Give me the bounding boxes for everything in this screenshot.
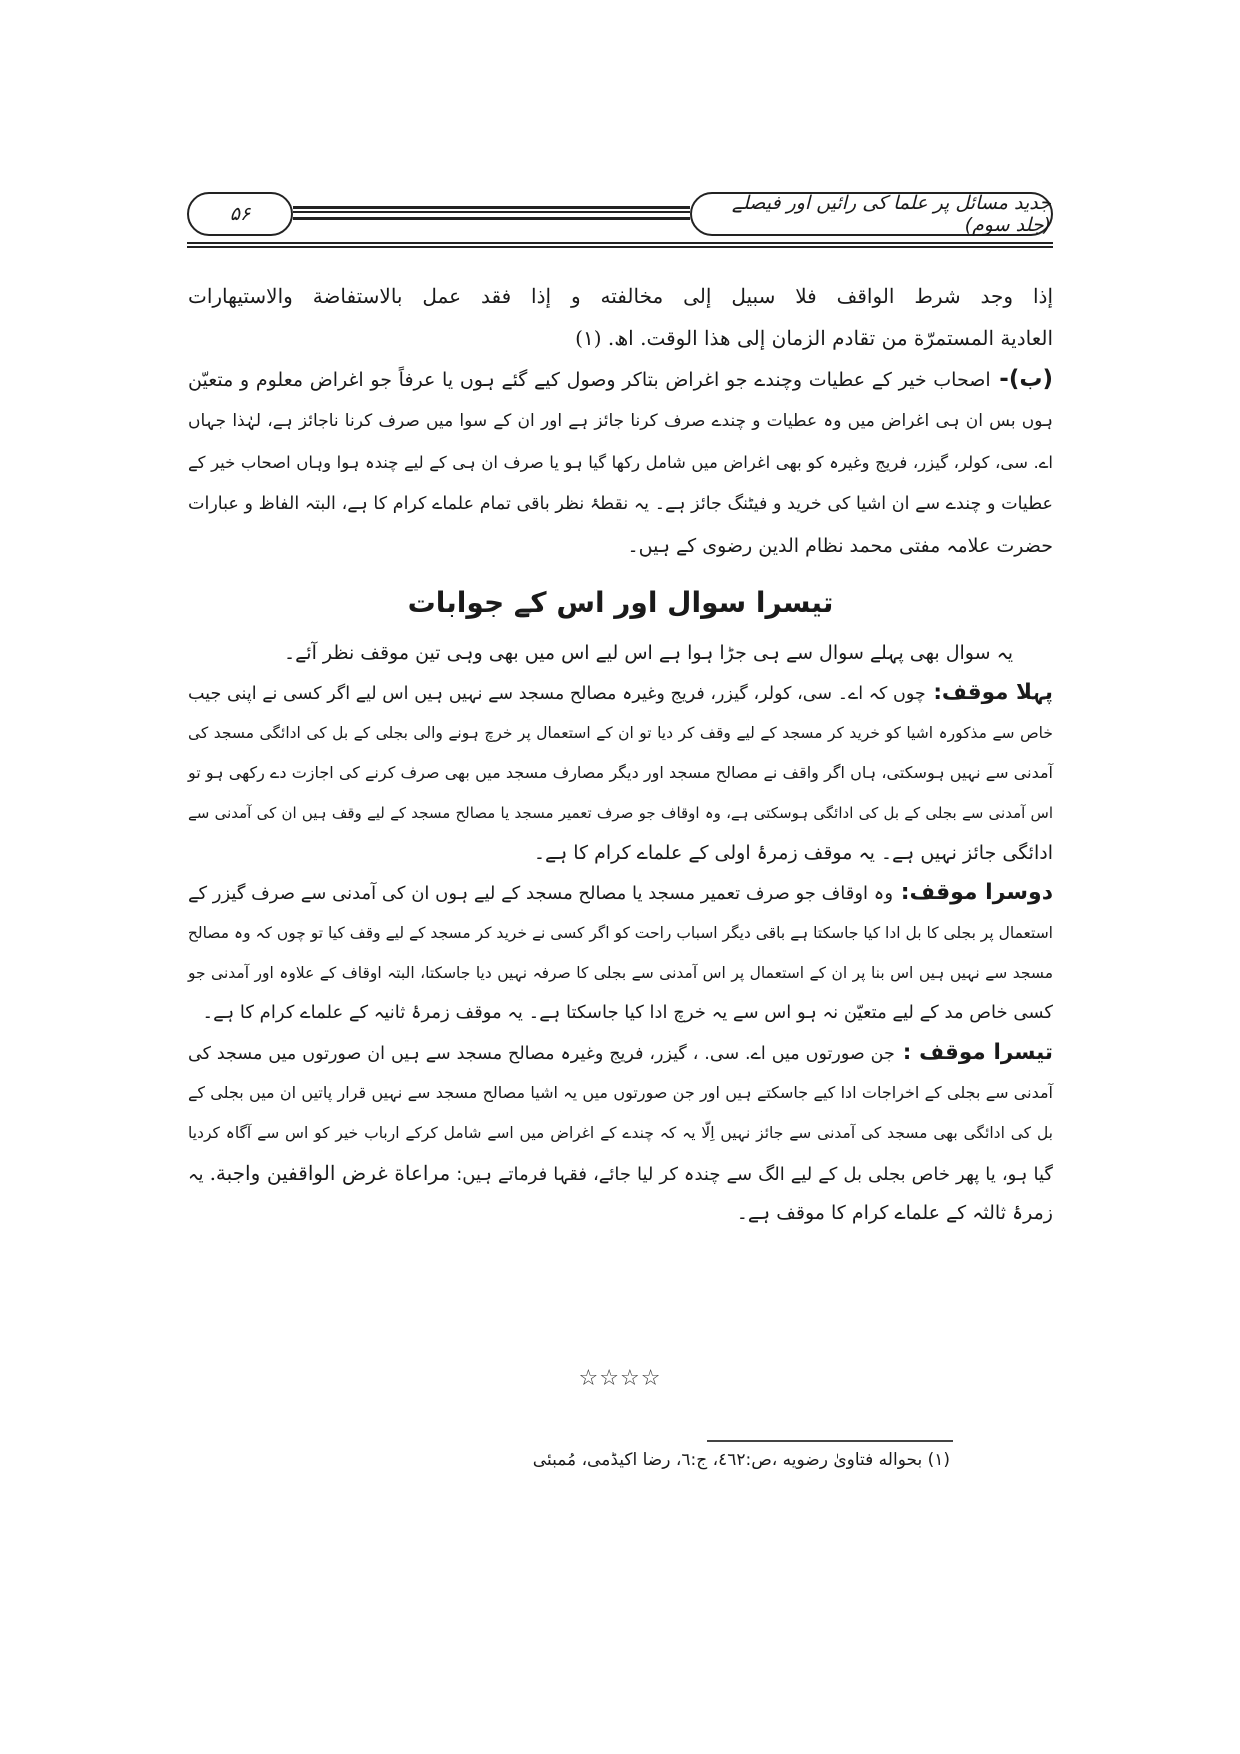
section-separator-stars: ☆☆☆☆ [578,1366,662,1391]
line-text: چوں کہ اے۔ سی، کولر، گیزر، فریج وغیرہ مصالح مسجد سے نہیں ہیں اس لیے اگر کسی نے اپنی جیب [188,684,926,705]
text-line [188,318,1053,360]
text-line [188,484,1053,526]
text-line [188,1113,1053,1153]
line-text: حضرت علامہ مفتی محمد نظام الدین رضوی کے ہیں۔ [627,534,1053,557]
header-divider [187,242,1053,248]
line-text: بل کی ادائگی بھی مسجد کی آمدنی سے جائز نہیں اِلّا یہ کہ چندے کے اغراض میں اسے شامل کرکے ارباب خیر کو اس سے آگاہ کردیا [188,1124,1053,1143]
running-title: جدید مسائل پر علما کی رائیں اور فیصلے (جلد سوم) [690,192,1053,236]
line-text: آمدنی سے بجلی کے اخراجات ادا کیے جاسکتے ہیں اور جن صورتوں میں یہ اشیا مصالح مسجد سے نہیں قرار پاتیں ان میں بجلی کے [188,1083,1053,1103]
line-text: وہ اوقاف جو صرف تعمیر مسجد یا مصالح مسجد کے لیے ہوں ان کی آمدنی سے صرف گیزر کے [187,883,894,905]
text-line [188,442,1053,484]
header-rule [293,206,690,220]
text-line [188,1073,1053,1113]
line-text: اے. سی، کولر، گیزر، فریج وغیرہ کو بھی اغراض میں شامل رکھا گیا ہو یا صرف ان ہی کے لیے چندہ ہوا وہاں اصحاب خیر کے [188,453,1053,473]
line-text: إذا وجد شرط الواقف فلا سبيل إلى مخالفته و إذا فقد عمل بالاستفاضة والاستيهارات [188,284,1054,308]
text-line [188,673,1053,713]
line-text: العادية المستمرّة من تقادم الزمان إلى هذا الوقت. اھ. (۱) [575,325,1053,350]
text-line [188,753,1053,793]
text-line [188,953,1053,993]
text-line [188,833,1053,873]
line-text: کسی خاص مد کے لیے متعیّن نہ ہو اس سے یہ خرچ ادا کیا جاسکتا ہے۔ یہ موقف زمرۂ ثانیہ کے علماے کرام کا ہے۔ [202,1002,1053,1024]
arabic-quote: مراعاة غرض الواقفين واجبة. [209,1161,451,1186]
text-line [188,913,1053,953]
line-text: خاص سے مذکورہ اشیا کو خرید کر مسجد کے لیے وقف کر دیا تو ان کے استعمال پر خرچ ہونے والی بجلی کے بل کی ادائگی مسجد کی [188,724,1053,743]
page-number: ۵۶ [187,192,293,236]
text-line [188,1153,1053,1193]
page-body [188,276,1053,1233]
footnote-rule [707,1440,953,1442]
text-line [188,793,1053,833]
text-line [188,359,1053,401]
position-label: تیسرا موقف : [894,1040,1053,1066]
line-text: مسجد سے نہیں ہیں اس بنا پر ان کے استعمال پر اس آمدنی سے بجلی کا صرفہ نہیں دیا جاسکتا، البتہ اوقاف کے علاوہ اور آمدنی جو [188,964,1053,983]
position-label: دوسرا موقف: [893,880,1053,906]
footnote: (۱) بحواله فتاویٰ رضویه ،ص:٤٦٢، ج:٦، رضا اکیڈمی، مُمبئی [532,1450,950,1470]
text-line [188,993,1053,1033]
line-text: عطیات و چندے سے ان اشیا کی خرید و فیٹنگ جائز ہے۔ یہ نقطۂ نظر باقی تمام علماے کرام کا ہے، البتہ الفاظ و عبارات [188,493,1053,514]
text-line [188,633,1053,673]
line-text: گیا ہو، یا پھر خاص بجلی بل کے لیے الگ سے چندہ کر لیا جائے، فقہا فرماتے ہیں: [450,1164,1053,1186]
line-text: ادائگی جائز نہیں ہے۔ یہ موقف زمرۂ اولی کے علماے کرام کا ہے۔ [533,842,1053,865]
line-text: اس آمدنی سے بجلی کے بل کی ادائگی ہوسکتی ہے، وہ اوقاف جو صرف تعمیر مسجد یا مصالح مسجد کے لیے وقف ہیں ان کی آمدنی سے [188,804,1053,823]
line-text: ہوں بس ان ہی اغراض میں وہ عطیات و چندے صرف کرنا جائز ہے اور ان کے سوا میں صرف کرنا ناجائز ہے، لہٰذا جہاں [188,410,1053,431]
text-line [188,1193,1053,1233]
text-line [188,401,1053,443]
section-heading: تیسرا سوال اور اس کے جوابات [407,586,834,620]
text-line [188,873,1053,913]
text-line [188,526,1053,568]
line-text: اصحاب خیر کے عطیات وچندے جو اغراض بتاکر وصول کیے گئے ہوں یا عرفاً جو اغراض معلوم و متعیّن [188,369,991,392]
position-label: (ب)- [990,366,1053,393]
third-question-answers [188,633,1053,1233]
line-text: آمدنی سے نہیں ہوسکتی، ہاں اگر واقف نے مصالح مسجد اور دیگر مصارف مسجد میں بھی صرف کرنے کی اجازت دے رکھی ہو تو [188,763,1053,783]
line-text: استعمال پر بجلی کا بل ادا کیا جاسکتا ہے باقی دیگر اسباب راحت کو اگر کسی نے خرید کر مسجد کے لیے وقف کیا تو چوں کہ وہ مصالح [187,924,1053,943]
line-text: یہ سوال بھی پہلے سوال سے ہی جڑا ہوا ہے اس لیے اس میں بھی وہی تین موقف نظر آئے۔ [284,642,1013,665]
text-line [188,713,1053,753]
line-text: جن صورتوں میں اے. سی. ، گیزر، فریج وغیرہ مصالح مسجد سے ہیں ان صورتوں میں مسجد کی [188,1044,895,1065]
text-line [188,1033,1053,1073]
section-b-paragraph [188,276,1053,567]
text-line [188,276,1053,318]
line-text: زمرۂ ثالثہ کے علماے کرام کا موقف ہے۔ [736,1202,1053,1225]
position-label: پہلا موقف: [925,680,1053,706]
line-text: یہ [188,1164,210,1186]
